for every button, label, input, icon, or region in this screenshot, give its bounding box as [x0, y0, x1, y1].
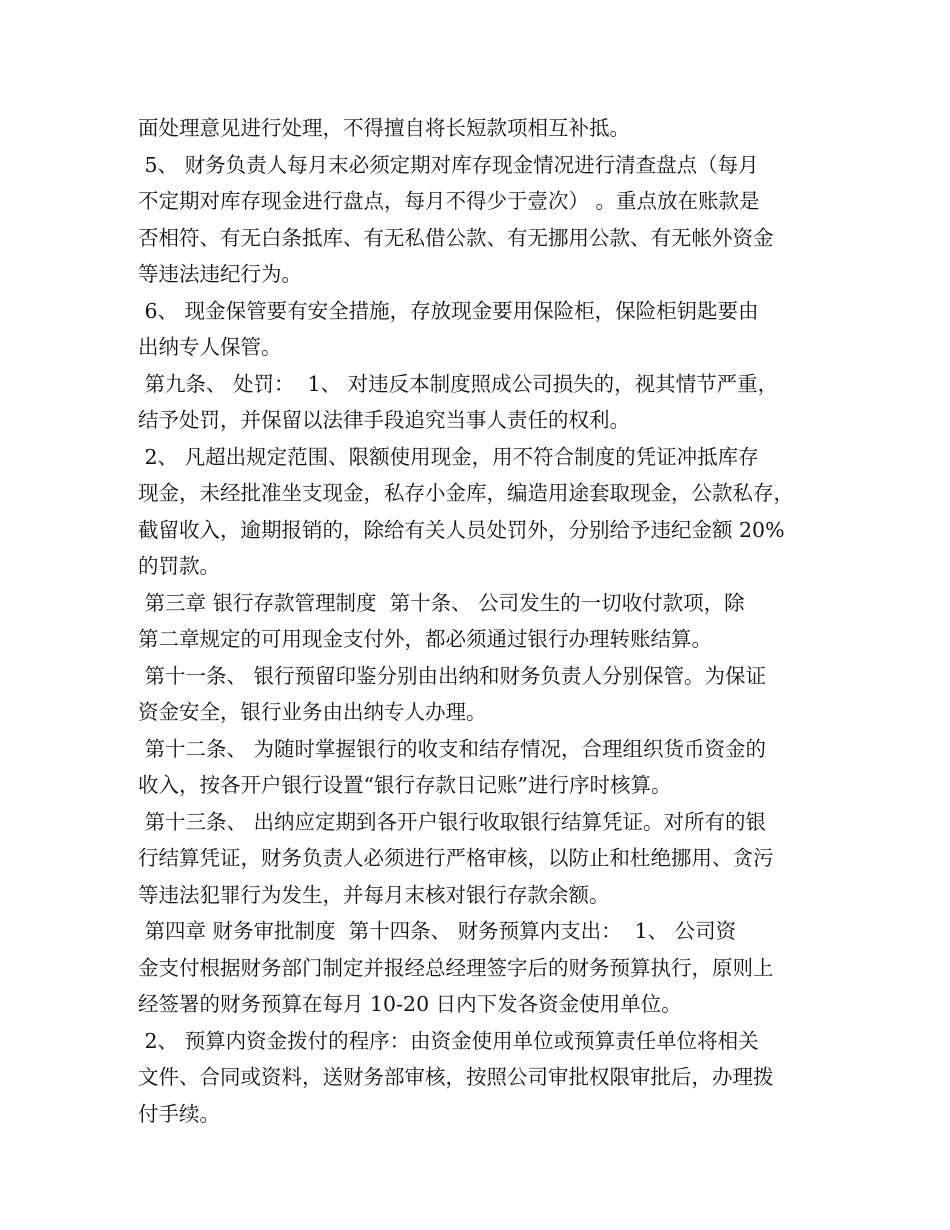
text-line: 第九条、 处罚： 1、 对违反本制度照成公司损失的，视其情节严重，	[138, 371, 779, 396]
text-line: 金支付根据财务部门制定并报经总经理签字后的财务预算执行，原则上	[138, 955, 774, 980]
text-line: 的罚款。	[138, 554, 220, 578]
text-line: 2、 凡超出规定范围、限额使用现金，用不符合制度的凭证冲抵库存	[138, 444, 759, 469]
text-line: 面处理意见进行处理，不得擅自将长短款项相互补抵。	[138, 116, 630, 140]
text-line: 截留收入，逾期报销的，除给有关人员处罚外，分别给予违纪金额 20%	[138, 517, 785, 542]
text-line: 6、 现金保管要有安全措施，存放现金要用保险柜，保险柜钥匙要由	[138, 298, 759, 323]
text-line: 否相符、有无白条抵库、有无私借公款、有无挪用公款、有无帐外资金	[138, 225, 774, 250]
text-line: 第十三条、 出纳应定期到各开户银行收取银行结算凭证。对所有的银	[138, 809, 767, 834]
text-line: 收入，按各开户银行设置“银行存款日记账”进行序时核算。	[138, 773, 672, 797]
text-line: 资金安全，银行业务由出纳专人办理。	[138, 700, 487, 724]
text-line: 5、 财务负责人每月末必须定期对库存现金情况进行清查盘点（每月	[138, 152, 759, 177]
text-line: 第四章 财务审批制度 第十四条、 财务预算内支出： 1、 公司资	[138, 919, 737, 943]
text-line: 等违法犯罪行为发生，并每月末核对银行存款余额。	[138, 882, 610, 907]
text-line: 第十二条、 为随时掌握银行的收支和结存情况，合理组织货币资金的	[138, 736, 767, 761]
text-line: 2、 预算内资金拨付的程序：由资金使用单位或预算责任单位将相关	[138, 1028, 759, 1053]
text-line: 经签署的财务预算在每月 10-20 日内下发各资金使用单位。	[138, 992, 682, 1016]
text-line: 行结算凭证，财务负责人必须进行严格审核，以防止和杜绝挪用、贪污	[138, 846, 774, 870]
text-line: 不定期对库存现金进行盘点，每月不得少于壹次） 。重点放在账款是	[138, 189, 760, 213]
text-line: 第二章规定的可用现金支付外，都必须通过银行办理转账结算。	[138, 627, 712, 651]
text-line: 现金，未经批准坐支现金，私存小金库，编造用途套取现金，公款私存，	[138, 481, 794, 505]
text-line: 等违法违纪行为。	[138, 262, 302, 286]
text-line: 付手续。	[138, 1101, 220, 1126]
document-body	[138, 110, 818, 1132]
text-line: 第十一条、 银行预留印鉴分别由出纳和财务负责人分别保管。为保证	[138, 663, 767, 688]
text-line: 第三章 银行存款管理制度 第十条、 公司发生的一切收付款项，除	[138, 590, 745, 615]
text-line: 出纳专人保管。	[138, 335, 282, 359]
text-line: 文件、合同或资料，送财务部审核，按照公司审批权限审批后，办理拨	[138, 1065, 774, 1089]
text-line: 结予处罚，并保留以法律手段追究当事人责任的权利。	[138, 408, 630, 432]
